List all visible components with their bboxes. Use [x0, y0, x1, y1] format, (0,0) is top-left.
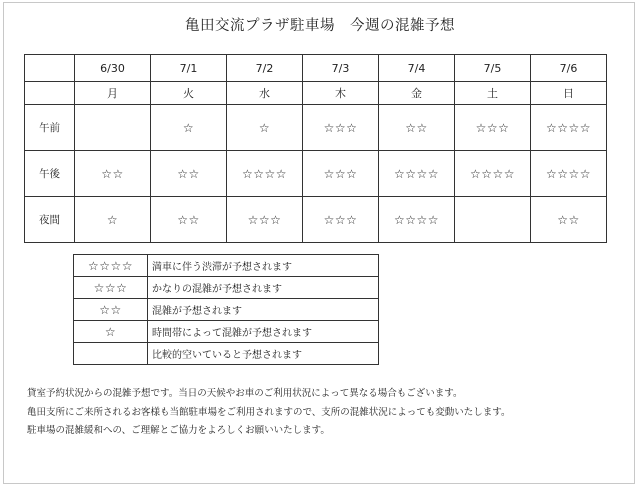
legend-stars: ☆ [74, 321, 148, 343]
weekday-cell: 火 [151, 82, 227, 105]
forecast-cell: ☆☆☆ [303, 105, 379, 151]
legend-row [74, 343, 379, 365]
forecast-cell: ☆ [151, 105, 227, 151]
date-cell: 7/4 [379, 55, 455, 82]
period-label: 夜間 [25, 197, 75, 243]
forecast-cell: ☆☆ [531, 197, 607, 243]
forecast-cell: ☆ [227, 105, 303, 151]
legend-description: 混雑が予想されます [148, 299, 379, 321]
notes [27, 385, 511, 441]
forecast-cell: ☆☆ [379, 105, 455, 151]
legend-stars: ☆☆☆ [74, 277, 148, 299]
corner-cell [25, 55, 75, 82]
legend-row [74, 299, 379, 321]
legend-stars [74, 343, 148, 365]
forecast-cell: ☆☆☆ [227, 197, 303, 243]
morning-row [25, 105, 607, 151]
date-cell: 7/5 [455, 55, 531, 82]
date-row [25, 55, 607, 82]
forecast-cell [455, 197, 531, 243]
weekday-cell: 日 [531, 82, 607, 105]
corner-cell [25, 82, 75, 105]
forecast-cell: ☆☆☆☆ [531, 105, 607, 151]
legend-description: 時間帯によって混雑が予想されます [148, 321, 379, 343]
legend-description: 満車に伴う渋滞が予想されます [148, 255, 379, 277]
date-cell: 7/2 [227, 55, 303, 82]
forecast-cell: ☆☆☆☆ [227, 151, 303, 197]
forecast-cell: ☆☆☆☆ [455, 151, 531, 197]
legend-row [74, 277, 379, 299]
forecast-cell: ☆☆☆☆ [379, 151, 455, 197]
forecast-cell: ☆☆ [151, 197, 227, 243]
afternoon-row [25, 151, 607, 197]
date-cell: 7/6 [531, 55, 607, 82]
forecast-cell: ☆☆☆☆ [379, 197, 455, 243]
forecast-cell [75, 105, 151, 151]
forecast-cell: ☆☆☆ [303, 197, 379, 243]
weekday-cell: 金 [379, 82, 455, 105]
legend-table [73, 254, 379, 365]
weekday-row [25, 82, 607, 105]
legend-description: かなりの混雑が予想されます [148, 277, 379, 299]
note-line: 貸室予約状況からの混雑予想です。当日の天候やお車のご利用状況によって異なる場合もございます。 [27, 388, 463, 399]
weekday-cell: 水 [227, 82, 303, 105]
note-line: 亀田支所にご来所されるお客様も当館駐車場をご利用されますので、支所の混雑状況によっても変動いたします。 [27, 406, 511, 418]
date-cell: 7/1 [151, 55, 227, 82]
forecast-cell: ☆☆☆☆ [531, 151, 607, 197]
page-title: 亀田交流プラザ駐車場 今週の混雑予想 [185, 18, 455, 34]
legend-stars: ☆☆☆☆ [74, 255, 148, 277]
forecast-cell: ☆ [75, 197, 151, 243]
period-label: 午後 [25, 151, 75, 197]
legend-description: 比較的空いていると予想されます [148, 343, 379, 365]
period-label: 午前 [25, 105, 75, 151]
forecast-cell: ☆☆ [75, 151, 151, 197]
legend-row [74, 255, 379, 277]
forecast-table [24, 54, 607, 243]
forecast-cell: ☆☆☆ [303, 151, 379, 197]
forecast-cell: ☆☆☆ [455, 105, 531, 151]
legend-stars: ☆☆ [74, 299, 148, 321]
weekday-cell: 木 [303, 82, 379, 105]
note-line: 駐車場の混雑緩和への、ご理解とご協力をよろしくお願いいたします。 [27, 425, 330, 436]
night-row [25, 197, 607, 243]
weekday-cell: 土 [455, 82, 531, 105]
date-cell: 7/3 [303, 55, 379, 82]
date-cell: 6/30 [75, 55, 151, 82]
weekday-cell: 月 [75, 82, 151, 105]
legend-row [74, 321, 379, 343]
forecast-cell: ☆☆ [151, 151, 227, 197]
